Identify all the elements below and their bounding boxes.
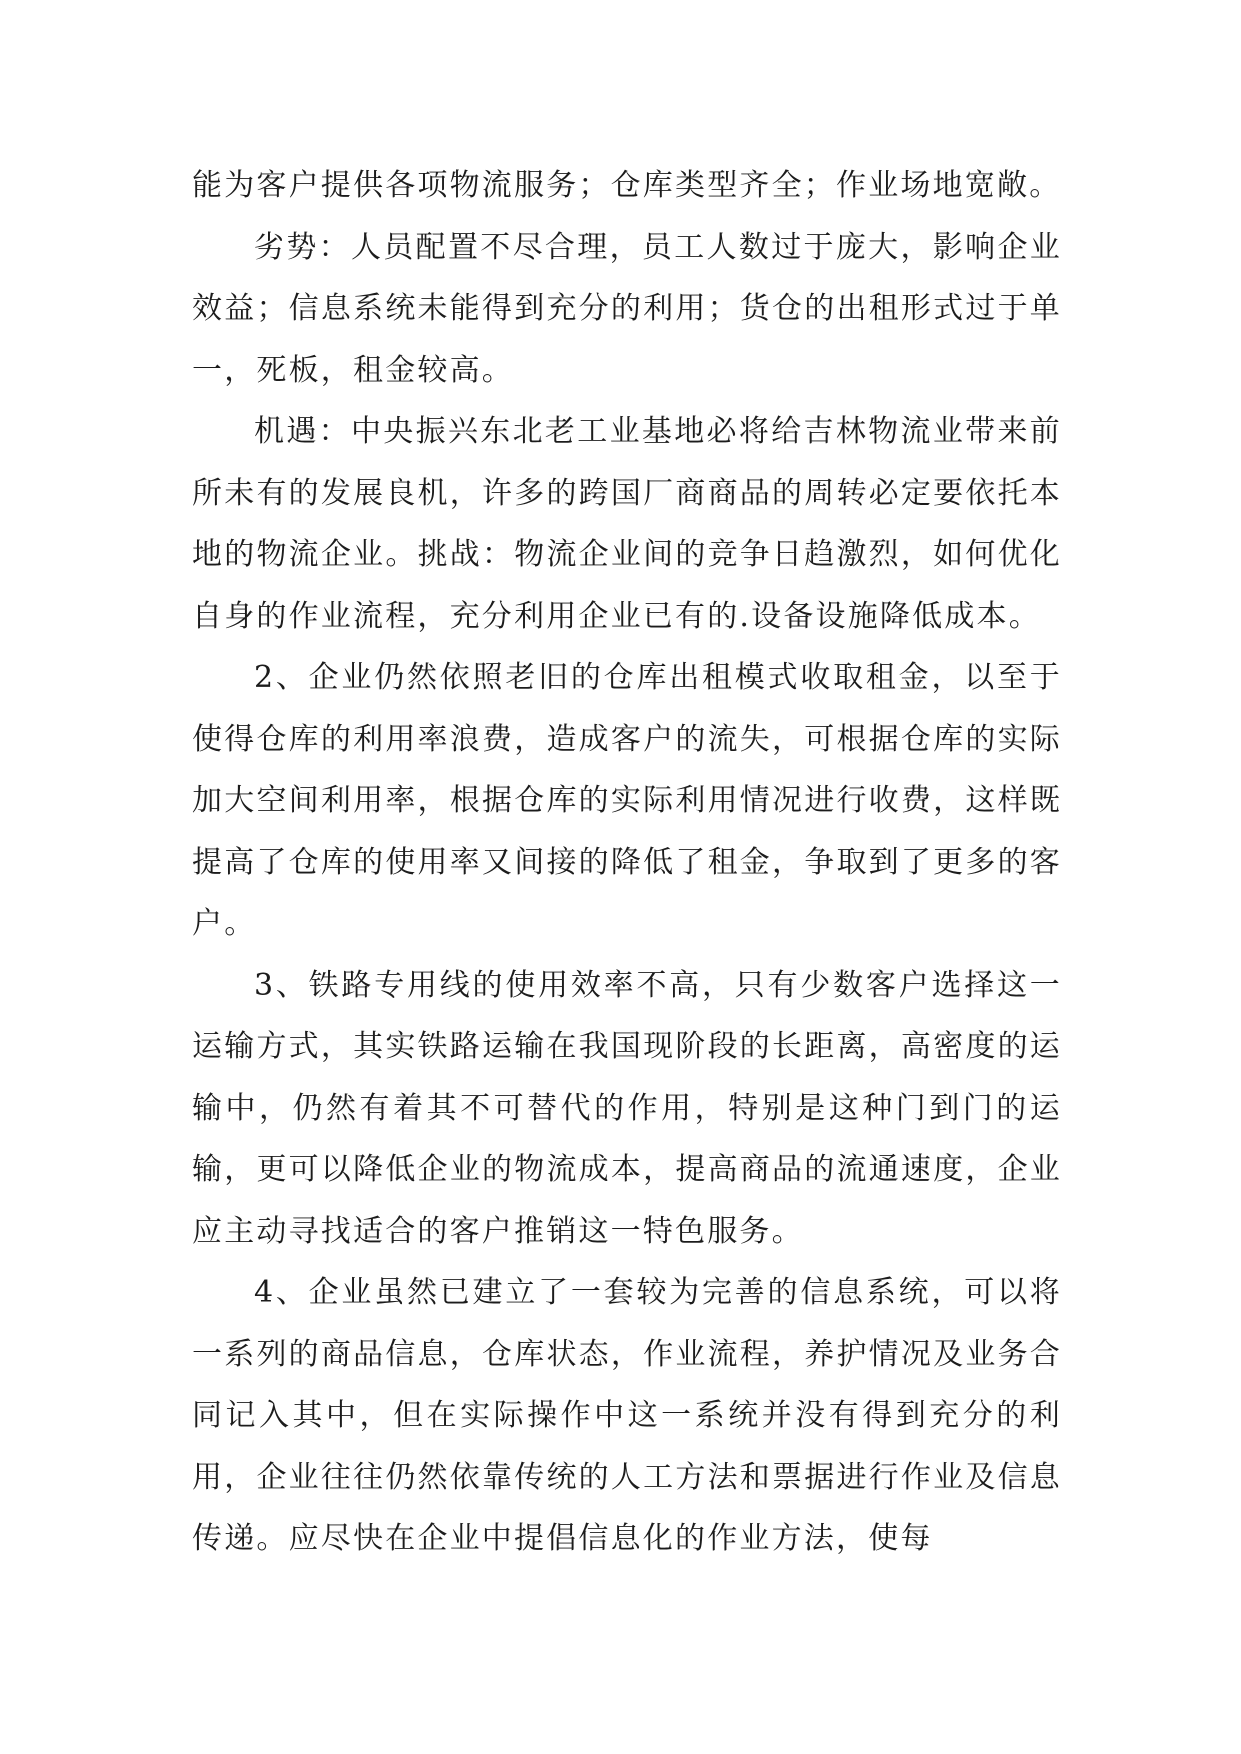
paragraph-continuation: 能为客户提供各项物流服务；仓库类型齐全；作业场地宽敞。 [192, 168, 1062, 203]
paragraph-weaknesses: 劣势：人员配置不尽合理，员工人数过于庞大，影响企业效益；信息系统未能得到充分的利用；货仓的出租形式过于单一，死板，租金较高。 [192, 229, 1062, 388]
paragraph-item-3: 3、铁路专用线的使用效率不高，只有少数客户选择这一运输方式，其实铁路运输在我国现阶段的长距离，高密度的运输中，仍然有着其不可替代的作用，特别是这种门到门的运输，更可以降低企业的物流成本，提高商品的流通速度，企业应主动寻找适合的客户推销这一特色服务。 [192, 967, 1062, 1249]
paragraph-item-4: 4、企业虽然已建立了一套较为完善的信息系统，可以将一系列的商品信息，仓库状态，作业流程，养护情况及业务合同记入其中，但在实际操作中这一系统并没有得到充分的利用，企业往往仍然依靠传统的人工方法和票据进行作业及信息传递。应尽快在企业中提倡信息化的作业方法，使每 [192, 1275, 1062, 1556]
paragraph-item-2: 2、企业仍然依照老旧的仓库出租模式收取租金，以至于使得仓库的利用率浪费，造成客户的流失，可根据仓库的实际加大空间利用率，根据仓库的实际利用情况进行收费，这样既提高了仓库的使用率又间接的降低了租金，争取到了更多的客户。 [192, 660, 1062, 941]
document-body [192, 155, 1062, 1570]
paragraph-opportunities-threats: 机遇：中央振兴东北老工业基地必将给吉林物流业带来前所未有的发展良机，许多的跨国厂商商品的周转必定要依托本地的物流企业。挑战：物流企业间的竞争日趋激烈，如何优化自身的作业流程，充分利用企业已有的.设备设施降低成本。 [192, 414, 1062, 634]
